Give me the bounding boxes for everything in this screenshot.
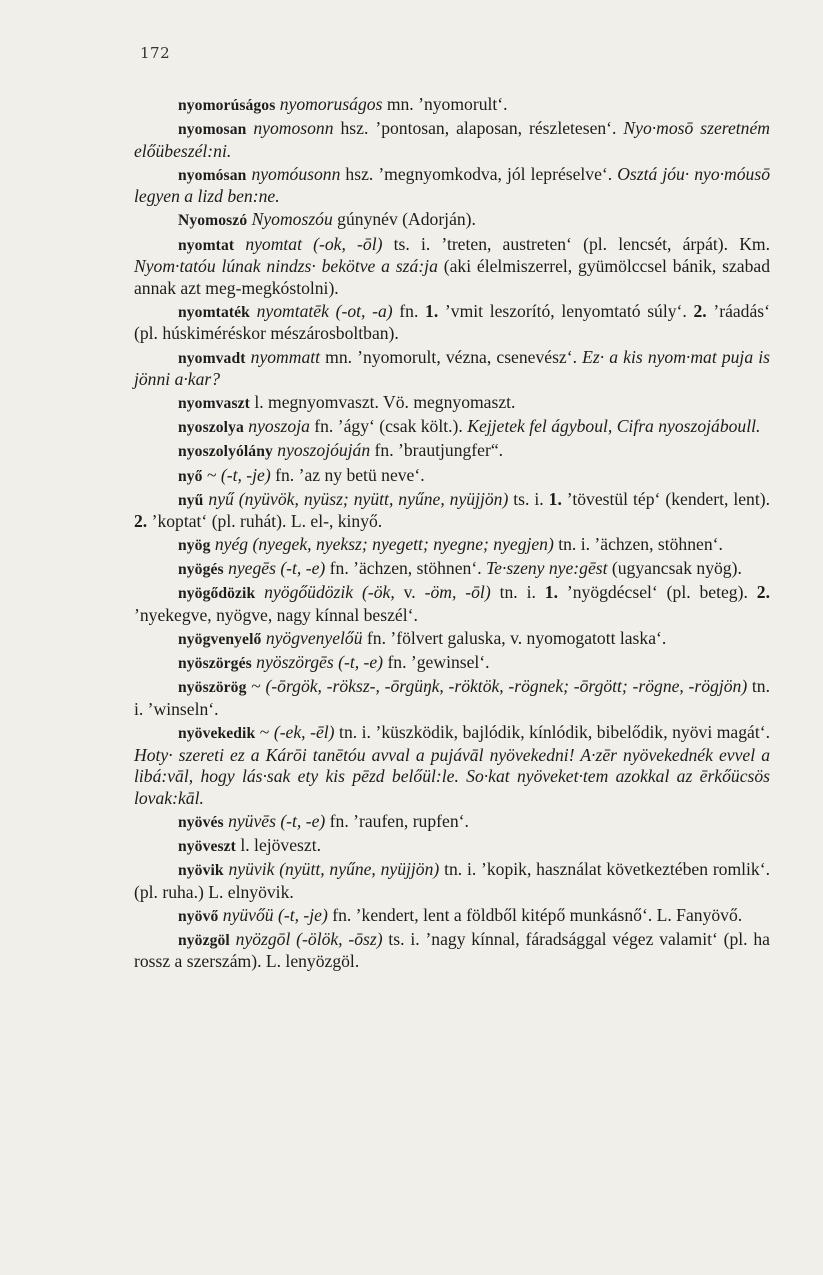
dictionary-entry: [134, 676, 770, 720]
dictionary-entry: [134, 652, 770, 675]
entry-italic-text: -öm, -ōl): [424, 582, 491, 603]
entry-text: ts. i. ’nagy kínnal, fáradsággal végez valamit‘ (pl. ha rossz a szerszám). L. lenyözgöl.: [134, 928, 770, 972]
entry-text: ’nyögdécsel‘ (pl. beteg).: [557, 582, 757, 603]
entry-headword: nyövekedik: [178, 725, 256, 743]
entry-italic-text: nyegēs (-t, -e): [228, 558, 326, 579]
dictionary-entry: [134, 558, 770, 581]
dictionary-entry: [134, 722, 770, 809]
entry-text: ’tövestül tép‘ (kendert, lent).: [561, 488, 770, 509]
dictionary-entry: [134, 164, 770, 208]
entry-text: ’koptat‘ (pl. ruhát). L. el-, kinyő.: [147, 511, 383, 532]
entry-italic-text: Nyo·mosō szeretném előübeszél:ni.: [134, 118, 770, 161]
dictionary-entry: [134, 94, 770, 117]
entry-italic-text: nyomtatēk (-ot, -a): [256, 300, 393, 321]
entry-headword: nyögés: [178, 561, 224, 579]
entry-headword: nyövő: [178, 907, 219, 925]
entry-text: (ugyancsak nyög).: [607, 558, 742, 579]
entry-headword: nyomtaték: [178, 303, 250, 321]
entry-headword: nyű: [178, 491, 204, 509]
entry-text: fn.: [392, 300, 426, 321]
entry-italic-text: Te·szeny nye:gēst: [486, 558, 608, 579]
entry-italic-text: (-ōrgök, -röksz-, -ōrgüŋk, -röktök, -rögnek; -ōrgött; -rögne, -rögjön): [265, 676, 748, 697]
entry-text: fn. ’az ny betü neve‘.: [270, 464, 425, 485]
entry-text: fn. ’ächzen, stöhnen‘.: [325, 558, 486, 579]
entry-text: ’ráadás‘ (pl. húskiméréskor mészárosboltban).: [134, 300, 770, 344]
entry-text: fn. ’ágy‘ (csak költ.).: [309, 416, 468, 437]
entry-italic-text: Kejjetek fel ágyboul, Cifra nyoszojáboull.: [467, 416, 761, 437]
entry-italic-text: Nyomoszóu: [251, 209, 333, 230]
entry-headword: nyöszörög: [178, 679, 247, 697]
dictionary-entry: [134, 465, 770, 488]
entry-italic-text: (-ek, -ēl): [273, 722, 335, 743]
dictionary-entry: [134, 929, 770, 973]
entry-headword: nyomósan: [178, 166, 247, 184]
entry-headword: nyögvenyelő: [178, 631, 262, 649]
entry-italic-text: nyüvik (nyütt, nyűne, nyüjjön): [228, 859, 440, 880]
dictionary-entry: [134, 905, 770, 928]
entry-italic-text: nyomóusonn: [251, 163, 341, 184]
entry-headword: nyomorúságos: [178, 97, 276, 114]
dictionary-entry: [134, 347, 770, 391]
entry-text: l. megnyomvaszt. Vö. megnyomaszt.: [249, 392, 516, 413]
dictionary-entry: [134, 118, 770, 162]
entry-headword: nyögődözik: [178, 585, 256, 603]
dictionary-entry: [134, 440, 770, 463]
entry-text: 2.: [756, 582, 770, 603]
entry-italic-text: nyomoruságos: [279, 94, 383, 114]
entry-text: [250, 301, 257, 321]
entry-text: hsz. ’pontosan, alaposan, részletesen‘.: [333, 118, 624, 139]
entry-italic-text: nyommatt: [250, 346, 321, 367]
entry-text: tn. i.: [490, 582, 545, 603]
entry-text: fn. ’raufen, rupfen‘.: [325, 810, 469, 831]
entry-headword: nyomosan: [178, 121, 247, 139]
entry-text: l. lejöveszt.: [235, 835, 321, 855]
entry-italic-text: nyű (nyüvök, nyüsz; nyütt, nyűne, nyüjjön): [208, 488, 509, 509]
entry-italic-text: nyögőüdözik (-ök,: [264, 582, 395, 603]
entry-italic-text: nyomtat (-ok, -ōl): [245, 233, 383, 254]
entry-italic-text: Osztá jóu· nyo·móusō legyen a lizd ben:ne.: [134, 163, 770, 207]
entry-text: mn. ’nyomorult, vézna, csenevész‘.: [320, 346, 583, 367]
entry-text: fn. ’brautjungfer“.: [370, 440, 504, 461]
entry-headword: nyövés: [178, 813, 224, 831]
entry-text: fn. ’gewinsel‘.: [383, 652, 490, 673]
dictionary-entry: [134, 234, 770, 300]
entry-headword: nyövik: [178, 862, 224, 880]
entry-text: 2.: [693, 300, 707, 321]
dictionary-entry: [134, 489, 770, 533]
dictionary-text: [134, 94, 770, 975]
entry-italic-text: nyég (nyegek, nyeksz; nyegett; nyegne; nyegjen): [214, 534, 554, 555]
dictionary-entry: [134, 301, 770, 345]
entry-text: tn. i. ’küszködik, bajlódik, kínlódik, bibelődik, nyövi magát‘.: [334, 722, 770, 743]
entry-text: ~: [255, 722, 274, 743]
entry-text: v.: [394, 582, 425, 603]
entry-text: fn. ’kendert, lent a földből kitépő munkásnő‘. L. Fanyövő.: [327, 904, 743, 925]
entry-italic-text: Nyom·tatóu lúnak nindzs· bekötve a szá:ja: [134, 256, 438, 277]
entry-headword: nyomtat: [178, 236, 235, 254]
entry-text: tn. i. ’kopik, használat következtében romlik‘. (pl. ruha.) L. elnyövik.: [134, 859, 770, 902]
entry-italic-text: Hoty· szereti ez a Kárōi tanētóu avval a pujávāl nyövekedni! A·zēr nyövekednék evvel a libá:vāl, hogy lás·sak ety kis pēzd belőül:le. So·kat nyöveket·tem azokkal az ērkőücsös lovak:kāl.: [134, 744, 770, 808]
entry-text: tn. i. ’winseln‘.: [134, 676, 770, 719]
entry-headword: nyözgöl: [178, 931, 230, 949]
entry-headword: nyoszolya: [178, 419, 244, 437]
entry-headword: nyöveszt: [178, 838, 236, 855]
entry-text: fn. ’fölvert galuska, v. nyomogatott laska‘.: [362, 628, 667, 649]
entry-headword: nyoszolyólány: [178, 443, 273, 461]
entry-italic-text: (-t, -je): [220, 464, 271, 485]
entry-text: (aki élelmiszerrel, gyümölccsel bánik, szabad annak azt meg-megkóstolni).: [134, 256, 770, 298]
dictionary-entry: [134, 392, 770, 415]
entry-headword: nyöszörgés: [178, 655, 252, 673]
entry-text: ’nyekegve, nyögve, nagy kínnal beszél‘.: [134, 605, 418, 626]
dictionary-entry: [134, 811, 770, 834]
entry-text: [234, 234, 245, 254]
dictionary-entry: [134, 534, 770, 557]
entry-headword: Nyomoszó: [178, 212, 248, 230]
dictionary-entry: [134, 582, 770, 626]
entry-headword: nyomvaszt: [178, 395, 250, 413]
entry-italic-text: nyoszoja: [248, 416, 310, 437]
entry-text: 2.: [134, 511, 148, 532]
entry-text: 1.: [548, 488, 562, 509]
entry-text: ~: [202, 464, 221, 485]
entry-italic-text: nyoszojóuján: [277, 440, 371, 461]
entry-italic-text: nyözgōl (-ölök, -ōsz): [235, 928, 383, 949]
entry-text: mn. ’nyomorult‘.: [382, 94, 508, 114]
entry-text: 1.: [425, 300, 439, 321]
dictionary-entry: [134, 209, 770, 232]
entry-text: ~: [246, 676, 266, 697]
entry-text: 1.: [544, 582, 558, 603]
entry-italic-text: nyomosonn: [253, 118, 334, 139]
entry-text: gúnynév (Adorján).: [332, 209, 476, 230]
dictionary-entry: [134, 859, 770, 903]
dictionary-entry: [134, 416, 770, 439]
entry-italic-text: nyöszörgēs (-t, -e): [256, 652, 384, 673]
entry-text: ts. i. ’treten, austreten‘ (pl. lencsét, árpát). Km.: [382, 233, 770, 254]
entry-headword: nyő: [178, 467, 203, 485]
entry-headword: nyomvadt: [178, 349, 246, 367]
dictionary-entry: [134, 628, 770, 651]
entry-text: [255, 582, 264, 602]
dictionary-entry: [134, 835, 770, 858]
entry-italic-text: nyögvenyelőü: [265, 628, 363, 649]
entry-italic-text: nyüvēs (-t, -e): [228, 810, 326, 831]
entry-text: hsz. ’megnyomkodva, jól lepréselve‘.: [340, 163, 618, 184]
entry-italic-text: nyüvőü (-t, -je): [222, 904, 328, 925]
entry-text: tn. i. ’ächzen, stöhnen‘.: [553, 534, 723, 555]
entry-italic-text: Ez· a kis nyom·mat puja is jönni a·kar?: [134, 346, 770, 390]
page-number: 172: [140, 44, 171, 62]
entry-text: ts. i.: [508, 488, 549, 509]
entry-headword: nyög: [178, 537, 211, 555]
entry-text: ’vmit leszorító, lenyomtató súly‘.: [438, 300, 694, 321]
